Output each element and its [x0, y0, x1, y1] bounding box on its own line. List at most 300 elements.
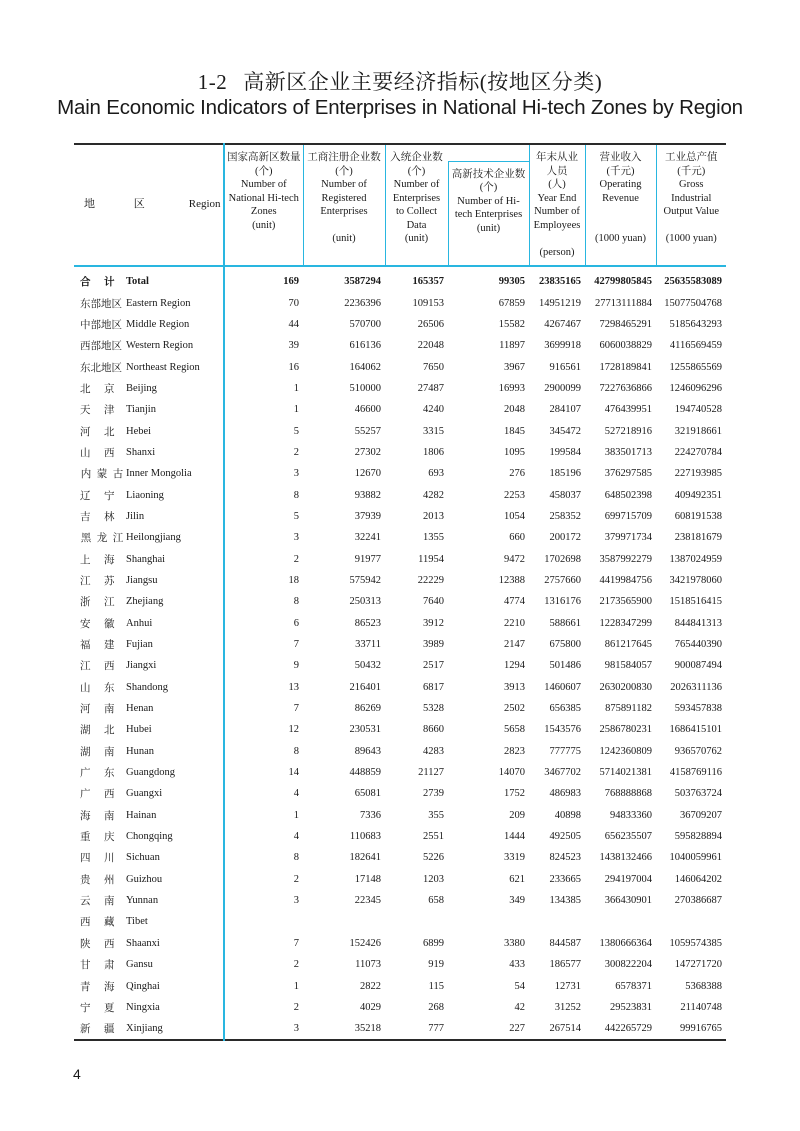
region-name-en: Chongqing: [126, 831, 173, 843]
cell-employees: 824523: [549, 852, 581, 864]
cell-operating-revenue: 6578371: [615, 980, 652, 992]
col-header-cn: 高新技术企业数: [451, 168, 526, 180]
cell-hitech-zones: 3: [224, 1018, 303, 1040]
region-name-en: Jiangsu: [126, 574, 158, 586]
cell-enterprises-collect-data: 777: [428, 1023, 444, 1035]
region-name-cn: 西 藏: [80, 917, 115, 929]
table-row: [74, 591, 726, 612]
cell-hitech-enterprises: 2147: [504, 639, 525, 651]
table-row: [74, 762, 726, 783]
col-header-unit: (1000 yuan): [594, 233, 647, 244]
col-header-en: Operating Revenue: [599, 179, 642, 204]
cell-hitech-enterprises: [448, 911, 529, 932]
cell-hitech-zones: 169: [224, 266, 303, 292]
cell-enterprises-collect-data: 26506: [417, 318, 444, 330]
col-header-cn: 营业收入: [599, 152, 642, 163]
cell-operating-revenue: 1728189841: [599, 361, 652, 373]
cell-hitech-zones: 5: [224, 506, 303, 527]
region-name-en: Jiangxi: [126, 660, 157, 672]
region-name-cn: 云 南: [80, 896, 115, 908]
cell-hitech-zones: 6: [224, 613, 303, 634]
region-name-en: Henan: [126, 703, 154, 715]
cell-registered-enterprises: 230531: [349, 724, 381, 736]
cell-enterprises-collect-data: 1203: [423, 873, 444, 885]
cell-operating-revenue: 656235507: [604, 831, 652, 843]
cell-operating-revenue: 768888868: [604, 788, 652, 800]
cell-enterprises-collect-data: 22048: [417, 340, 444, 352]
col-header-en: Gross Industrial Output Value: [663, 179, 719, 217]
table-row: [74, 805, 726, 826]
region-header-cn: 地 区: [84, 198, 163, 211]
table-row: [74, 911, 726, 932]
region-name-cn: 四 川: [80, 853, 115, 865]
cell-industrial-output: 15077504768: [664, 297, 722, 309]
cell-hitech-enterprises: 433: [509, 959, 525, 971]
cell-hitech-enterprises: 16993: [498, 382, 525, 394]
cell-industrial-output: 608191538: [674, 510, 722, 522]
cell-operating-revenue: 1380666364: [599, 937, 652, 949]
cell-employees: 267514: [549, 1023, 581, 1035]
cell-registered-enterprises: 250313: [349, 596, 381, 608]
table-row: [74, 378, 726, 399]
cell-registered-enterprises: 570700: [349, 318, 381, 330]
cell-enterprises-collect-data: 6899: [423, 937, 444, 949]
cell-registered-enterprises: 50432: [354, 660, 381, 672]
cell-registered-enterprises: 3587294: [344, 276, 381, 288]
col-header-unit-cn: (个): [335, 165, 353, 177]
cell-employees: 2757660: [544, 574, 581, 586]
cell-hitech-zones: 3: [224, 527, 303, 548]
col-header-spacer: [448, 144, 529, 161]
cell-hitech-enterprises: 5658: [504, 724, 525, 736]
cell-registered-enterprises: 46600: [354, 404, 381, 416]
cell-employees: 3467702: [544, 767, 581, 779]
cell-operating-revenue: 527218916: [604, 425, 652, 437]
cell-enterprises-collect-data: 2013: [423, 510, 444, 522]
cell-industrial-output: 25635583089: [664, 276, 722, 288]
col-header-en: Number of National Hi-tech Zones: [228, 179, 299, 217]
cell-hitech-zones: 16: [224, 356, 303, 377]
cell-registered-enterprises: [303, 911, 385, 932]
region-name-cn: 北 京: [80, 383, 115, 395]
cell-hitech-zones: 18: [224, 570, 303, 591]
cell-hitech-zones: 3: [224, 890, 303, 911]
cell-employees: 1702698: [544, 553, 581, 565]
cell-industrial-output: 227193985: [674, 468, 722, 480]
region-name-en: Ningxia: [126, 1001, 160, 1013]
cell-employees: 675800: [549, 639, 581, 651]
col-header-employees: [529, 144, 585, 266]
cell-employees: 31252: [554, 1001, 581, 1013]
cell-registered-enterprises: 37939: [354, 510, 381, 522]
cell-enterprises-collect-data: 2517: [423, 660, 444, 672]
cell-enterprises-collect-data: 8660: [423, 724, 444, 736]
table-row: [74, 826, 726, 847]
table-row: [74, 655, 726, 676]
cell-industrial-output: 147271720: [674, 959, 722, 971]
table-title-en: Main Economic Indicators of Enterprises in National Hi-tech Zones by Region: [57, 96, 743, 119]
cell-hitech-zones: 1: [224, 378, 303, 399]
col-header-cn: 工商注册企业数: [307, 152, 381, 163]
cell-enterprises-collect-data: 2551: [423, 831, 444, 843]
region-name-en: Beijing: [126, 382, 157, 394]
cell-operating-revenue: 2173565900: [599, 596, 652, 608]
cell-employees: 4267467: [544, 318, 581, 330]
table-row: [74, 954, 726, 975]
cell-operating-revenue: 861217645: [604, 639, 652, 651]
header-row-top: [74, 144, 726, 161]
col-header-en: Number of Hi-tech Enterprises: [454, 195, 523, 221]
cell-industrial-output: 99916765: [680, 1023, 722, 1035]
cell-employees: 134385: [549, 895, 581, 907]
cell-hitech-zones: 2: [224, 954, 303, 975]
cell-operating-revenue: 2586780231: [599, 724, 652, 736]
col-header-unit: (person): [539, 246, 575, 258]
cell-registered-enterprises: 575942: [349, 574, 381, 586]
cell-industrial-output: 321918661: [674, 425, 722, 437]
cell-hitech-zones: 13: [224, 677, 303, 698]
cell-industrial-output: 593457838: [674, 703, 722, 715]
region-name-cn: 宁 夏: [80, 1002, 115, 1014]
region-name-en: Hubei: [126, 724, 152, 736]
cell-hitech-zones: 3: [224, 463, 303, 484]
cell-enterprises-collect-data: 6817: [423, 681, 444, 693]
cell-hitech-enterprises: 1294: [504, 660, 525, 672]
cell-enterprises-collect-data: 3912: [423, 617, 444, 629]
cell-operating-revenue: 366430901: [604, 895, 652, 907]
cell-enterprises-collect-data: 165357: [412, 276, 444, 288]
cell-registered-enterprises: 55257: [354, 425, 381, 437]
col-header-en: Number of Registered Enterprises: [320, 179, 368, 217]
col-header-cn: 工业总产值: [665, 152, 718, 163]
col-header-en: Number of Enterprises to Collect Data: [392, 179, 441, 231]
cell-hitech-zones: 9: [224, 655, 303, 676]
cell-employees: 656385: [549, 703, 581, 715]
cell-industrial-output: 238181679: [674, 532, 722, 544]
cell-operating-revenue: 94833360: [610, 809, 652, 821]
region-name-en: Qinghai: [126, 980, 160, 992]
cell-employees: 2900099: [544, 382, 581, 394]
cell-enterprises-collect-data: 693: [428, 468, 444, 480]
cell-employees: 200172: [549, 532, 581, 544]
cell-hitech-zones: 5: [224, 420, 303, 441]
col-header-unit-cn: (千元): [606, 165, 635, 177]
cell-employees: 186577: [549, 959, 581, 971]
table-row: [74, 335, 726, 356]
region-name-cn: 天 津: [80, 405, 115, 417]
cell-registered-enterprises: 27302: [354, 446, 381, 458]
region-name-en: Anhui: [126, 617, 153, 629]
cell-hitech-zones: 7: [224, 634, 303, 655]
region-name-en: Tianjin: [126, 404, 156, 416]
cell-enterprises-collect-data: 115: [428, 980, 444, 992]
cell-enterprises-collect-data: 11954: [418, 553, 444, 565]
indicators-table: [74, 143, 726, 1041]
table-row: [74, 420, 726, 441]
cell-employees: 185196: [549, 468, 581, 480]
region-name-en: Tibet: [126, 916, 148, 928]
region-name-en: Yunnan: [126, 895, 159, 907]
cell-employees: 501486: [549, 660, 581, 672]
cell-hitech-zones: 8: [224, 847, 303, 868]
table-row: [74, 975, 726, 996]
cell-employees: 14951219: [539, 297, 581, 309]
region-name-en: Heilongjiang: [126, 532, 181, 544]
cell-hitech-enterprises: 2823: [504, 745, 525, 757]
cell-registered-enterprises: 110683: [349, 831, 381, 843]
cell-hitech-enterprises: 3913: [504, 681, 525, 693]
cell-employees: 458037: [549, 489, 581, 501]
cell-industrial-output: 1387024959: [669, 553, 722, 565]
cell-hitech-zones: 8: [224, 591, 303, 612]
cell-employees: 12731: [554, 980, 581, 992]
cell-registered-enterprises: 86523: [354, 617, 381, 629]
region-name-cn: 黑 龙 江: [80, 533, 124, 545]
table-row: [74, 719, 726, 740]
cell-registered-enterprises: 448859: [349, 767, 381, 779]
cell-industrial-output: 1246096296: [669, 382, 722, 394]
region-name-en: Western Region: [126, 340, 194, 352]
cell-employees: 777775: [549, 745, 581, 757]
table-row: [74, 933, 726, 954]
cell-operating-revenue: 442265729: [604, 1023, 652, 1035]
cell-hitech-enterprises: 2253: [504, 489, 525, 501]
cell-hitech-zones: 1: [224, 805, 303, 826]
region-name-cn: 河 北: [80, 426, 115, 438]
cell-registered-enterprises: 152426: [349, 937, 381, 949]
cell-hitech-enterprises: 349: [509, 895, 525, 907]
region-name-cn: 山 东: [80, 682, 115, 694]
cell-registered-enterprises: 616136: [349, 340, 381, 352]
cell-registered-enterprises: 2822: [360, 980, 381, 992]
table-row: [74, 548, 726, 569]
cell-operating-revenue: 7227636866: [599, 382, 652, 394]
cell-employees: 233665: [549, 873, 581, 885]
cell-hitech-zones: 12: [224, 719, 303, 740]
cell-hitech-zones: 70: [224, 292, 303, 313]
region-name-cn: 新 疆: [80, 1024, 115, 1036]
cell-hitech-enterprises: 11897: [499, 340, 525, 352]
cell-industrial-output: 1518516415: [669, 596, 722, 608]
cell-hitech-zones: 39: [224, 335, 303, 356]
table-row: [74, 698, 726, 719]
region-name-cn: 甘 肃: [80, 960, 115, 972]
table-row: [74, 677, 726, 698]
cell-industrial-output: 2026311136: [670, 681, 722, 693]
cell-industrial-output: [656, 911, 726, 932]
region-name-en: Guangxi: [126, 788, 163, 800]
table-row: [74, 869, 726, 890]
table-title-cn: [0, 66, 800, 96]
cell-hitech-enterprises: 99305: [498, 276, 525, 288]
cell-hitech-enterprises: 2048: [504, 404, 525, 416]
cell-employees: 486983: [549, 788, 581, 800]
table-row: [74, 890, 726, 911]
cell-hitech-enterprises: 42: [514, 1001, 525, 1013]
cell-registered-enterprises: 510000: [349, 382, 381, 394]
cell-operating-revenue: 875891182: [605, 703, 652, 715]
table-number: 1-2: [197, 70, 228, 94]
cell-employees: 199584: [549, 446, 581, 458]
cell-hitech-enterprises: 15582: [498, 318, 525, 330]
region-name-en: Fujian: [126, 639, 153, 651]
cell-employees: 1316176: [544, 596, 581, 608]
cell-industrial-output: 224270784: [674, 446, 722, 458]
cell-hitech-zones: 2: [224, 997, 303, 1018]
cell-employees: 916561: [549, 361, 581, 373]
region-name-cn: 广 东: [80, 768, 115, 780]
table-row: [74, 613, 726, 634]
table-row: [74, 399, 726, 420]
col-header-unit: (unit): [476, 222, 501, 234]
cell-enterprises-collect-data: 4240: [423, 404, 444, 416]
col-header-unit-cn: (人): [548, 179, 566, 190]
col-header-hitech-enterprises: [448, 161, 529, 266]
table-row: [74, 997, 726, 1018]
region-name-en: Shaanxi: [126, 937, 160, 949]
cell-industrial-output: 1255865569: [669, 361, 722, 373]
cell-hitech-enterprises: 14070: [498, 767, 525, 779]
region-name-en: Guizhou: [126, 873, 163, 885]
cell-employees: 23835165: [539, 276, 581, 288]
col-header-unit: (1000 yuan): [665, 233, 717, 244]
cell-hitech-zones: 8: [224, 741, 303, 762]
cell-registered-enterprises: 33711: [355, 639, 381, 651]
col-header-unit: (unit): [404, 233, 429, 244]
col-header-hitech-zones: [224, 144, 303, 266]
cell-enterprises-collect-data: 919: [428, 959, 444, 971]
cell-hitech-enterprises: 621: [509, 873, 525, 885]
region-name-cn: 山 西: [80, 447, 115, 459]
table-row: [74, 527, 726, 548]
cell-registered-enterprises: 2236396: [344, 297, 381, 309]
col-header-registered-enterprises: [303, 144, 385, 266]
cell-hitech-enterprises: 3967: [504, 361, 525, 373]
cell-hitech-enterprises: 9472: [504, 553, 525, 565]
cell-enterprises-collect-data: 5226: [423, 852, 444, 864]
region-name-cn: 重 庆: [80, 832, 115, 844]
cell-industrial-output: 194740528: [674, 404, 722, 416]
cell-hitech-enterprises: 67859: [498, 297, 525, 309]
cell-enterprises-collect-data: 2739: [423, 788, 444, 800]
cell-operating-revenue: 27713111884: [595, 297, 652, 309]
cell-employees: 40898: [554, 809, 581, 821]
cell-enterprises-collect-data: 4283: [423, 745, 444, 757]
col-header-cn: 入统企业数: [390, 152, 443, 163]
col-header-industrial-output: [656, 144, 726, 266]
cell-employees: 1460607: [544, 681, 581, 693]
cell-registered-enterprises: 91977: [354, 553, 381, 565]
cell-industrial-output: 5368388: [685, 980, 722, 992]
table-row: [74, 356, 726, 377]
region-name-en: Hainan: [126, 809, 157, 821]
cell-hitech-enterprises: 4774: [504, 596, 525, 608]
region-name-en: Shanghai: [126, 553, 166, 565]
col-header-unit-cn: (个): [407, 165, 426, 177]
region-name-cn: 东北地区: [80, 362, 122, 374]
cell-enterprises-collect-data: 7640: [423, 596, 444, 608]
region-name-en: Zhejiang: [126, 596, 164, 608]
indicators-table-container: [74, 143, 726, 1041]
region-name-en: Guangdong: [126, 767, 175, 779]
cell-hitech-enterprises: 54: [514, 980, 525, 992]
cell-registered-enterprises: 32241: [354, 532, 381, 544]
region-name-cn: 上 海: [80, 554, 115, 566]
col-header-cn: 国家高新区数量: [227, 152, 301, 163]
cell-registered-enterprises: 17148: [354, 873, 381, 885]
region-name-cn: 江 苏: [80, 575, 115, 587]
region-name-cn: 合 计: [80, 277, 115, 289]
table-row: [74, 634, 726, 655]
region-name-cn: 东部地区: [80, 298, 122, 310]
page-number: 4: [73, 1066, 81, 1082]
cell-registered-enterprises: 11073: [355, 959, 381, 971]
region-name-en: Middle Region: [126, 318, 190, 330]
region-name-cn: 西部地区: [80, 341, 122, 353]
cell-industrial-output: 595828894: [674, 831, 722, 843]
cell-enterprises-collect-data: 3989: [423, 639, 444, 651]
cell-operating-revenue: 42799805845: [594, 276, 652, 288]
region-name-cn: 青 海: [80, 981, 115, 993]
cell-registered-enterprises: 12670: [354, 468, 381, 480]
col-header-operating-revenue: [585, 144, 656, 266]
cell-enterprises-collect-data: 1355: [423, 532, 444, 544]
cell-industrial-output: 1040059961: [669, 852, 722, 864]
cell-employees: 492505: [549, 831, 581, 843]
cell-enterprises-collect-data: 268: [428, 1001, 444, 1013]
cell-industrial-output: 3421978060: [669, 574, 722, 586]
col-header-unit-cn: (个): [255, 165, 273, 177]
table-row: [74, 506, 726, 527]
cell-enterprises-collect-data: 27487: [417, 382, 444, 394]
cell-hitech-zones: 1: [224, 399, 303, 420]
cell-industrial-output: 503763724: [674, 788, 722, 800]
cell-operating-revenue: 3587992279: [599, 553, 652, 565]
table-row: [74, 292, 726, 313]
table-body: [74, 266, 726, 1040]
cell-operating-revenue: 383501713: [604, 446, 652, 458]
cell-hitech-enterprises: 2210: [504, 617, 525, 629]
region-name-en: Gansu: [126, 959, 153, 971]
region-name-en: Hebei: [126, 425, 152, 437]
table-row: [74, 847, 726, 868]
cell-operating-revenue: 648502398: [604, 489, 652, 501]
cell-enterprises-collect-data: 355: [428, 809, 444, 821]
cell-registered-enterprises: 216401: [349, 681, 381, 693]
cell-hitech-enterprises: 209: [509, 809, 525, 821]
cell-hitech-zones: 4: [224, 826, 303, 847]
cell-industrial-output: 1059574385: [669, 937, 722, 949]
cell-industrial-output: 4116569459: [669, 340, 722, 352]
cell-industrial-output: 270386687: [674, 895, 722, 907]
cell-enterprises-collect-data: 658: [428, 895, 444, 907]
cell-hitech-enterprises: 1752: [504, 788, 525, 800]
region-name-en: Sichuan: [126, 852, 160, 864]
cell-hitech-zones: 7: [224, 698, 303, 719]
region-name-cn: 内 蒙 古: [80, 469, 124, 481]
cell-employees: 258352: [549, 510, 581, 522]
region-name-cn: 江 西: [80, 661, 115, 673]
cell-hitech-enterprises: 3319: [504, 852, 525, 864]
cell-enterprises-collect-data: 22229: [417, 574, 444, 586]
cell-hitech-enterprises: 2502: [504, 703, 525, 715]
cell-registered-enterprises: 86269: [354, 703, 381, 715]
region-name-cn: 福 建: [80, 640, 115, 652]
cell-hitech-enterprises: 227: [509, 1023, 525, 1035]
cell-employees: 284107: [549, 404, 581, 416]
title-cn-text: 高新区企业主要经济指标(按地区分类): [243, 70, 603, 94]
cell-industrial-output: 21140748: [680, 1001, 722, 1013]
